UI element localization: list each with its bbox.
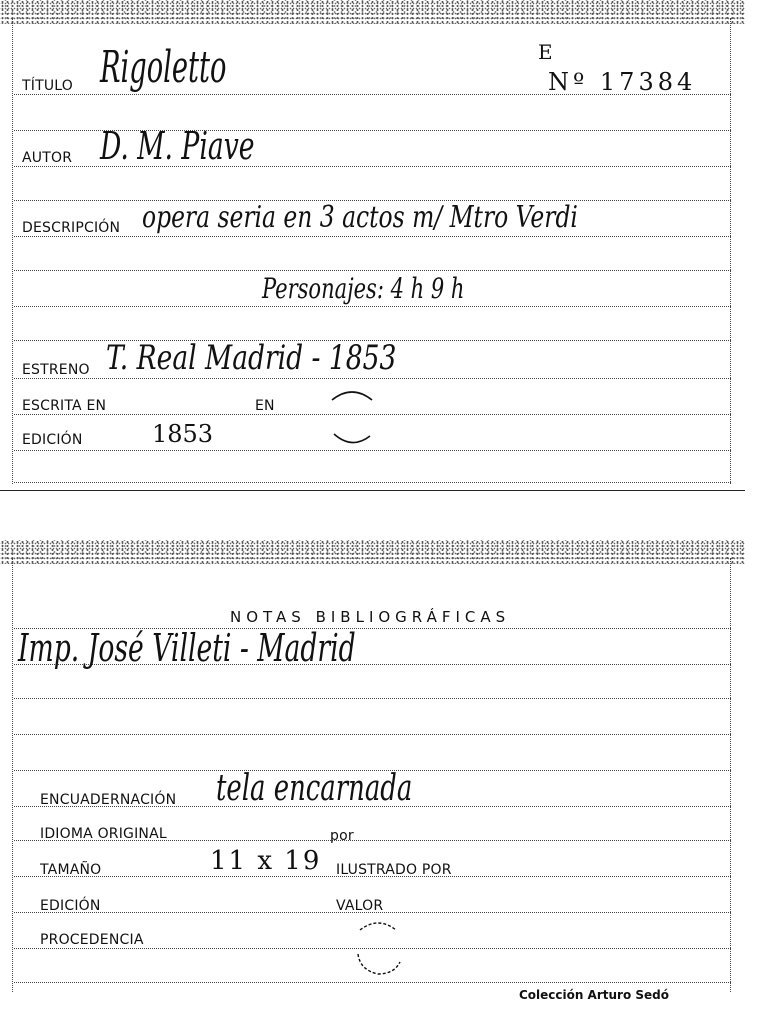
card-top-edge-texture: [0, 0, 745, 24]
descripcion-value: opera seria en 3 actos m/ Mtro Verdi: [142, 200, 578, 235]
tamano-label: TAMAÑO: [40, 862, 102, 878]
idioma-original-label: IDIOMA ORIGINAL: [40, 826, 167, 842]
autor-value: D. M. Piave: [100, 124, 255, 168]
blind-stamp-circle-bottom: [350, 914, 406, 980]
autor-label: AUTOR: [22, 150, 73, 166]
tamano-value: 11 x 19: [210, 846, 322, 876]
catalog-card-bottom: [0, 540, 745, 1000]
rule-line: [14, 306, 731, 307]
blind-stamp-circle: [326, 386, 378, 448]
card-top-bottom-edge: [0, 490, 745, 491]
rule-line: [14, 378, 731, 379]
ilustrado-por-label: ILUSTRADO POR: [336, 862, 452, 878]
record-number: Nº 17384: [548, 68, 697, 96]
encuadernacion-label: ENCUADERNACIÓN: [40, 792, 177, 808]
rule-line: [14, 698, 731, 699]
collection-credit: Colección Arturo Sedó: [518, 988, 669, 1002]
valor-label: VALOR: [336, 898, 384, 914]
card-bottom-left-edge: [12, 558, 13, 992]
notas-bibliograficas-heading: NOTAS BIBLIOGRÁFICAS: [230, 608, 511, 626]
en-label: EN: [255, 398, 275, 414]
catalog-card-top: [0, 0, 745, 492]
personajes-value: Personajes: 4 h 9 h: [262, 272, 465, 305]
rule-line: [14, 734, 731, 735]
escrita-en-label: ESCRITA EN: [22, 398, 107, 414]
procedencia-label: PROCEDENCIA: [40, 932, 144, 948]
number-mark: E: [538, 40, 553, 64]
rule-line: [14, 482, 731, 483]
descripcion-label: DESCRIPCIÓN: [22, 220, 121, 236]
por-label: por: [330, 828, 354, 844]
encuadernacion-value: tela encarnada: [216, 768, 413, 809]
card-top-left-edge: [12, 18, 13, 484]
edicion-value: 1853: [152, 420, 214, 448]
rule-line: [14, 236, 731, 237]
edicion-label-bottom: EDICIÓN: [40, 898, 101, 914]
titulo-value: Rigoletto: [100, 42, 227, 93]
rule-line: [14, 982, 731, 983]
card-bottom-edge-texture: [0, 540, 745, 564]
estreno-label: ESTRENO: [22, 362, 90, 378]
notas-value: Imp. José Villeti - Madrid: [18, 626, 356, 670]
titulo-label: TÍTULO: [22, 78, 73, 94]
card-bottom-right-edge: [730, 558, 731, 992]
edicion-label: EDICIÓN: [22, 432, 83, 448]
estreno-value: T. Real Madrid - 1853: [106, 338, 397, 378]
rule-line: [14, 270, 731, 271]
rule-line: [14, 450, 731, 451]
